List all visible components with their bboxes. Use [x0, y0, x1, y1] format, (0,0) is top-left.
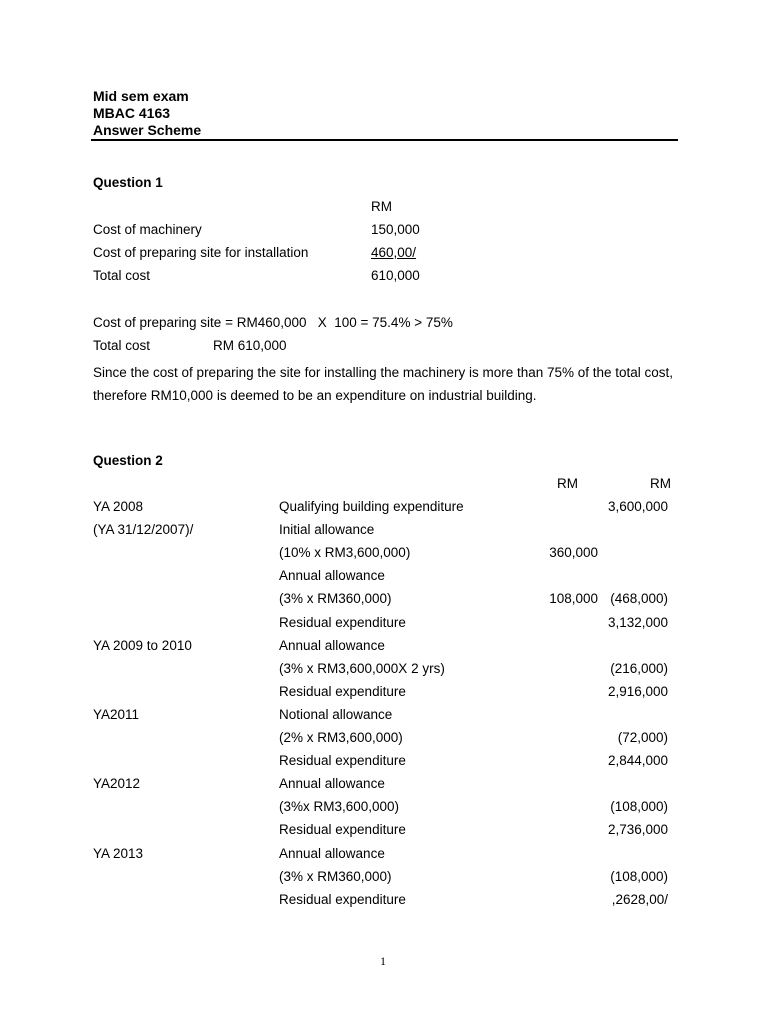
q1-conclusion: Since the cost of preparing the site for installing the machinery is more than 75% of the total cost, therefore RM10,000 is deemed to be an expenditure on industrial building.	[93, 365, 674, 403]
q2-year-of-assessment: YA 2009 to 2010	[93, 638, 192, 653]
q2-year-of-assessment: YA 2013	[93, 846, 144, 861]
q2-rm-header-col1: RM	[557, 476, 578, 491]
q1-rm-header: RM	[371, 199, 392, 214]
q2-description: (10% x RM3,600,000)	[279, 545, 411, 560]
exam-title: Mid sem exam	[93, 88, 189, 104]
q2-description: Residual expenditure	[279, 892, 406, 907]
q2-description: Annual allowance	[279, 638, 385, 653]
question-2-title: Question 2	[93, 453, 163, 468]
q1-calculation-denominator-value: RM 610,000	[213, 338, 287, 353]
q2-amount-col2: (216,000)	[610, 661, 668, 676]
q2-description: Residual expenditure	[279, 753, 406, 768]
q2-amount-col2: 2,844,000	[607, 753, 668, 768]
q2-description: (3% x RM3,600,000X 2 yrs)	[279, 661, 445, 676]
q2-year-of-assessment: YA 2008	[93, 499, 144, 514]
question-1-title: Question 1	[93, 175, 163, 190]
q1-row-label: Cost of preparing site for installation	[93, 245, 309, 260]
q2-amount-col2: 2,916,000	[607, 684, 668, 699]
q2-amount-col1: 360,000	[549, 545, 598, 560]
q1-row-label: Cost of machinery	[93, 222, 202, 237]
page-number: 1	[380, 954, 386, 968]
q1-row-label: Total cost	[93, 268, 151, 283]
q2-description: Residual expenditure	[279, 684, 406, 699]
q2-amount-col2: 2,736,000	[607, 822, 668, 837]
q2-description: Annual allowance	[279, 846, 385, 861]
q2-description: Residual expenditure	[279, 615, 406, 630]
q2-amount-col2: (108,000)	[610, 799, 668, 814]
q2-description: (2% x RM3,600,000)	[279, 730, 403, 745]
q1-calculation-denominator-label: Total cost	[93, 338, 151, 353]
q2-amount-col2: 3,132,000	[607, 615, 668, 630]
document-subtitle: Answer Scheme	[93, 122, 202, 138]
q2-description: Initial allowance	[279, 522, 375, 537]
q2-amount-col2: ,2628,00/	[611, 892, 668, 907]
q1-row-value: 460,00/	[371, 245, 417, 260]
q1-calculation-line: Cost of preparing site = RM460,000 X 100 = 75.4% > 75%	[93, 315, 453, 330]
q2-description: Annual allowance	[279, 776, 385, 791]
q2-description: Residual expenditure	[279, 822, 406, 837]
q2-amount-col2: (72,000)	[617, 730, 668, 745]
q2-description: (3% x RM360,000)	[279, 869, 392, 884]
q2-year-of-assessment: YA2011	[93, 707, 140, 722]
q2-description: (3%x RM3,600,000)	[279, 799, 400, 814]
q2-amount-col2: 3,600,000	[607, 499, 668, 514]
q1-row-value: 150,000	[371, 222, 420, 237]
q2-description: Qualifying building expenditure	[279, 499, 464, 514]
q1-row-value: 610,000	[371, 268, 420, 283]
q2-description: (3% x RM360,000)	[279, 591, 392, 606]
header-divider	[91, 139, 678, 141]
q2-year-of-assessment: YA2012	[93, 776, 141, 791]
course-code: MBAC 4163	[93, 105, 171, 121]
q2-amount-col2: (468,000)	[610, 591, 668, 606]
q2-rm-header-col2: RM	[650, 476, 671, 491]
q2-description: Notional allowance	[279, 707, 393, 722]
q2-amount-col2: (108,000)	[610, 869, 668, 884]
q2-year-of-assessment: (YA 31/12/2007)/	[93, 522, 194, 537]
q2-description: Annual allowance	[279, 568, 385, 583]
q2-amount-col1: 108,000	[549, 591, 598, 606]
